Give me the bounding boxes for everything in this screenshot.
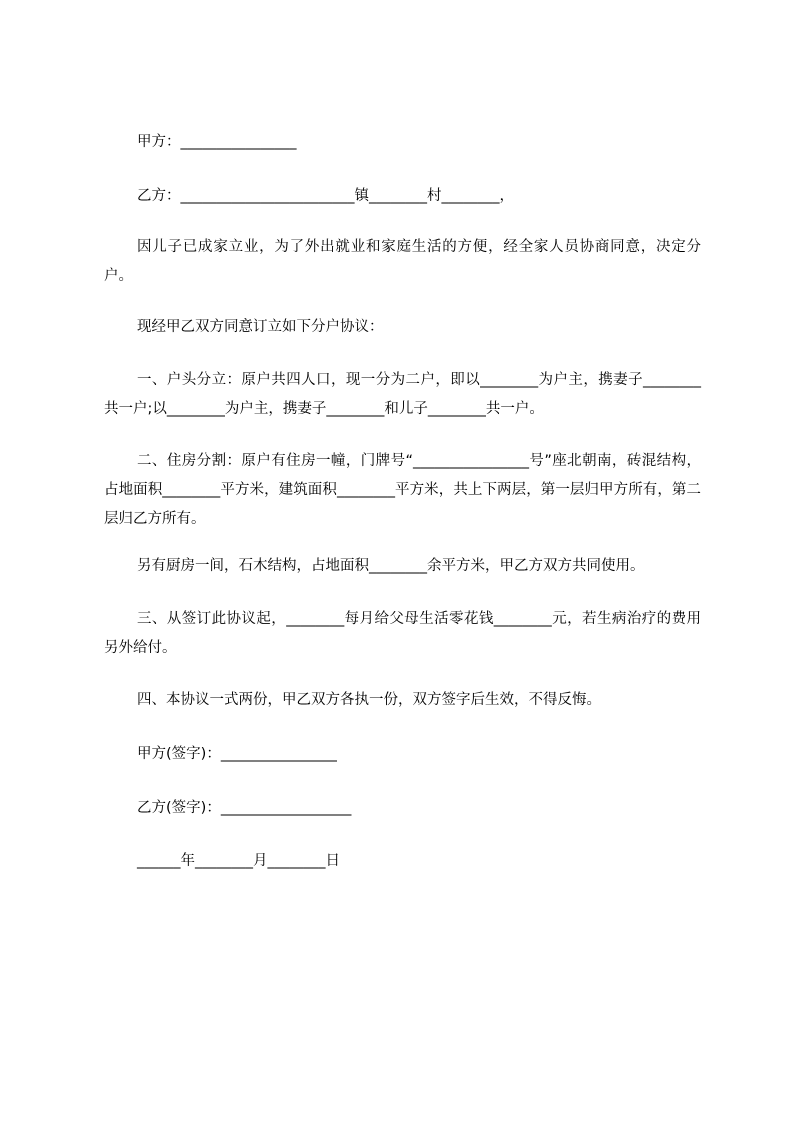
party-a-line: 甲方：________________ <box>137 134 297 150</box>
party-b-signature: 乙方(签字)：__________________ <box>137 800 352 816</box>
party-a-signature: 甲方(签字)：________________ <box>137 746 337 762</box>
intro-paragraph: 因儿子已成家立业，为了外出就业和家庭生活的方便，经全家人员协商同意，决定分户。 <box>104 239 701 284</box>
kitchen-paragraph: 另有厨房一间，石木结构，占地面积________余平方米，甲乙方双方共同使用。 <box>137 558 645 574</box>
clause-3: 三、从签订此协议起，________每月给父母生活零花钱________元，若生病治疗的费用另外给付。 <box>104 611 701 656</box>
clause-2: 二、住房分割：原户有住房一幢，门牌号“________________号”座北朝南，砖混结构，占地面积________平方米，建筑面积________平方米，共上下两层，第一层归甲方所有，第二层归乙方所有。 <box>104 453 701 527</box>
date-line: ______年________月________日 <box>137 853 340 869</box>
clause-1: 一、户头分立：原户共四人口，现一分为二户，即以________为户主，携妻子________共一户;以________为户主，携妻子________和儿子________共一户。 <box>104 372 701 417</box>
clause-4: 四、本协议一式两份，甲乙双方各执一份，双方签字后生效，不得反悔。 <box>137 692 601 708</box>
party-b-line: 乙方：________________________镇________村________， <box>137 188 514 204</box>
agreement-intro: 现经甲乙双方同意订立如下分户协议： <box>137 319 384 335</box>
